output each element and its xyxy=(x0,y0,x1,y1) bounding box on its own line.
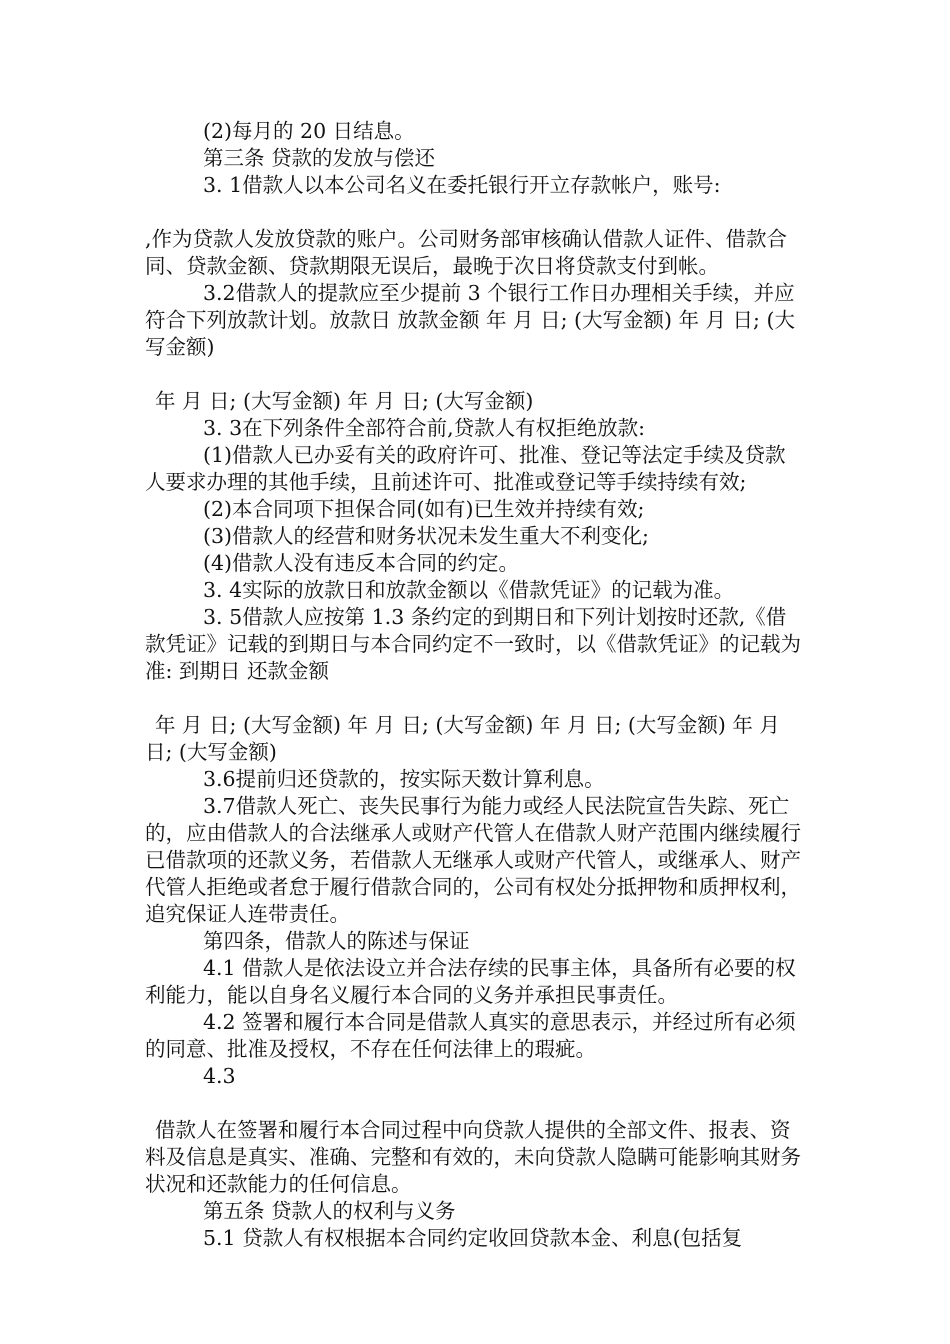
clause-4-3-number: 4.3 xyxy=(203,1064,236,1088)
blank-line xyxy=(145,685,805,712)
article-3-heading: 第三条 贷款的发放与偿还 xyxy=(203,146,436,170)
clause-3-3-item-1: (1)借款人已办妥有关的政府许可、批准、登记等法定手续及贷款人要求办理的其他手续，且前述许可、批准或登记等手续持续有效; xyxy=(145,443,786,494)
clause-4-2: 4.2 签署和履行本合同是借款人真实的意思表示，并经过所有必须的同意、批准及授权，不存在任何法律上的瑕疵。 xyxy=(145,1010,796,1061)
blank-line xyxy=(145,1090,805,1117)
clause-3-3-item-2: (2)本合同项下担保合同(如有)已生效并持续有效; xyxy=(203,497,645,521)
blank-line xyxy=(145,199,805,226)
clause-3-6: 3.6提前归还贷款的，按实际天数计算利息。 xyxy=(203,767,605,791)
clause-3-2: 3.2借款人的提款应至少提前 3 个银行工作日办理相关手续，并应符合下列放款计划。放款日 放款金额 年 月 日; (大写金额) 年 月 日; (大写金额) xyxy=(145,281,795,359)
clause-3-3: 3. 3在下列条件全部符合前,贷款人有权拒绝放款: xyxy=(203,416,646,440)
clause-3-1-continued: ,作为贷款人发放贷款的账户。公司财务部审核确认借款人证件、借款合同、贷款金额、贷款期限无误后，最晚于次日将贷款支付到帐。 xyxy=(145,227,788,278)
blank-line xyxy=(145,361,805,388)
clause-4-1: 4.1 借款人是依法设立并合法存续的民事主体，具备所有必要的权利能力，能以自身名义履行本合同的义务并承担民事责任。 xyxy=(145,956,796,1007)
article-5-heading: 第五条 贷款人的权利与义务 xyxy=(203,1199,456,1223)
clause-3-2-schedule: 年 月 日; (大写金额) 年 月 日; (大写金额) xyxy=(155,389,534,413)
article-4-heading: 第四条，借款人的陈述与保证 xyxy=(203,929,470,953)
clause-3-5: 3. 5借款人应按第 1.3 条约定的到期日和下列计划按时还款,《借款凭证》记载的到期日与本合同约定不一致时，以《借款凭证》的记载为准: 到期日 还款金额 xyxy=(145,605,801,683)
clause-5-1: 5.1 贷款人有权根据本合同约定收回贷款本金、利息(包括复 xyxy=(203,1226,743,1250)
clause-3-4: 3. 4实际的放款日和放款金额以《借款凭证》的记载为准。 xyxy=(203,578,735,602)
clause-3-3-item-3: (3)借款人的经营和财务状况未发生重大不利变化; xyxy=(203,524,649,548)
clause-2-2-settlement: (2)每月的 20 日结息。 xyxy=(203,119,415,143)
clause-3-5-schedule: 年 月 日; (大写金额) 年 月 日; (大写金额) 年 月 日; (大写金额) 年 月 日; (大写金额) xyxy=(145,713,780,764)
clause-3-7: 3.7借款人死亡、丧失民事行为能力或经人民法院宣告失踪、死亡的，应由借款人的合法继承人或财产代管人在借款人财产范围内继续履行已借款项的还款义务，若借款人无继承人或财产代管人，或继承人、财产代管人拒绝或者怠于履行借款合同的，公司有权处分抵押物和质押权利，追究保证人连带责任。 xyxy=(145,794,801,926)
clause-4-3-text: 借款人在签署和履行本合同过程中向贷款人提供的全部文件、报表、资料及信息是真实、准确、完整和有效的，未向贷款人隐瞒可能影响其财务状况和还款能力的任何信息。 xyxy=(145,1118,801,1196)
clause-3-1: 3. 1借款人以本公司名义在委托银行开立存款帐户，账号: xyxy=(203,173,721,197)
contract-text-body xyxy=(145,118,805,1252)
clause-3-3-item-4: (4)借款人没有违反本合同的约定。 xyxy=(203,551,520,575)
